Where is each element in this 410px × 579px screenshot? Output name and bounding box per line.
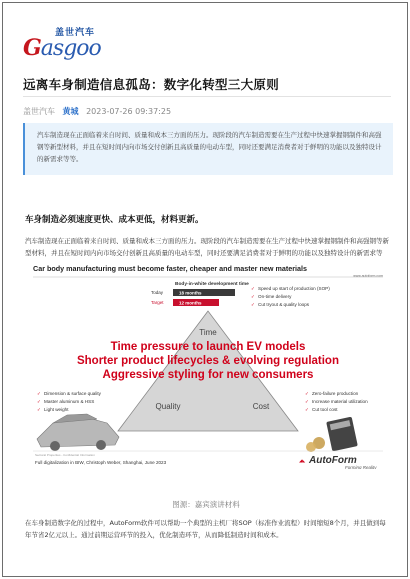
svg-text:Increase material utilization: Increase material utilization [312,399,368,404]
today-label: Today [151,290,164,295]
figure-caption: 图源：嘉宾演讲材料 [172,500,240,509]
triangle-cost-label: Cost [252,402,270,411]
article-page [2,2,408,577]
svg-text:On-time delivery: On-time delivery [258,294,292,299]
svg-text:✓: ✓ [251,286,255,291]
svg-text:✓: ✓ [37,391,41,396]
slide-website: www.autoform.com [353,274,383,278]
article-datetime: 2023-07-26 09:37:25 [86,107,172,116]
article-meta [23,106,171,117]
autoform-icon: ◢◣ [299,458,306,463]
svg-text:✓: ✓ [37,399,41,404]
slide-footer-small: Sectoral Properties - Confidential Information [35,453,95,457]
svg-text:✓: ✓ [251,294,255,299]
timeline-title: Body-in-white development time [175,282,249,287]
target-value: 12 months [179,300,202,306]
logo-en-text: Gasgoo [23,35,101,61]
banner-line-1: Time pressure to launch EV models [110,341,306,353]
svg-text:✓: ✓ [305,399,309,404]
svg-text:Cut tryout & quality loops: Cut tryout & quality loops [258,302,310,307]
banner-line-2: Shorter product lifecycles & evolving regulation [76,355,340,367]
svg-text:✓: ✓ [37,407,41,412]
triangle-quality-label: Quality [155,402,181,411]
slide-footer-event: Full digitalization in BIW, Christoph Weber, Shanghai, June 2023 [35,460,167,465]
gasgoo-logo[interactable] [23,25,113,61]
svg-text:AutoForm: AutoForm [309,455,357,466]
svg-text:Speed up start of production (: Speed up start of production (SOP) [258,286,330,291]
triangle-time-label: Time [199,328,217,337]
article-author[interactable]: 黄城 [62,107,79,116]
svg-text:Forming Reality: Forming Reality [345,465,377,469]
article-title: 远离车身制造信息孤岛：数字化转型三大原则 [23,77,280,92]
target-label: Target [151,300,164,305]
article-source[interactable]: 盖世汽车 [23,107,55,116]
svg-text:Dimension & surface quality: Dimension & surface quality [44,391,101,396]
svg-text:✓: ✓ [305,391,309,396]
svg-text:Light weight: Light weight [44,407,69,412]
svg-text:Master aluminum & HSS: Master aluminum & HSS [44,399,95,404]
slide-heading: Car body manufacturing must become faster, cheaper and master new materials [33,264,308,273]
svg-text:Cut tool cost: Cut tool cost [312,407,338,412]
article-lead: 车身制造必须速度更快、成本更低，材料更新。 [25,215,204,225]
article-paragraph-2: 在车身制造数字化的过程中，AutoForm软件可以帮助一个典型的主机厂将SOP（标准作业流程）时间缩短8个月，并且做到每年节省2亿元以上。通过前期运营环节的投入，优化制造环节，从而降低制造时间和成本。 [25,519,386,539]
svg-text:Zero-failure production: Zero-failure production [312,391,359,396]
today-value: 18 months [179,290,202,296]
logo-cn-text: 盖世汽车 [55,28,96,38]
article-figure[interactable] [23,257,393,469]
title-divider [23,96,391,97]
slide-image [23,257,393,469]
article-summary: 汽车制造现在正面临着来自时间、质量和成本三方面的压力。现阶段的汽车制造需要在生产过程中快速掌握钢制件和高强钢等新型材料，并且在短时间内向市场交付创新且高质量的电动车型，同时还要满足消费者对于鲜明的功能以及独特设计的新需求等等。 [23,123,393,175]
banner-line-3: Aggressive styling for new consumers [102,369,314,381]
article-paragraph-1: 汽车制造现在正面临着来自时间、质量和成本三方面的压力。现阶段的汽车制造需要在生产过程中快速掌握钢制件和高强钢等新型材料，并且在短时间内向市场交付创新且高质量的电动车型，同时还要满足消费者对于鲜明的功能以及独特设计的新需求等 [25,237,389,257]
svg-text:✓: ✓ [251,302,255,307]
svg-text:✓: ✓ [305,407,309,412]
